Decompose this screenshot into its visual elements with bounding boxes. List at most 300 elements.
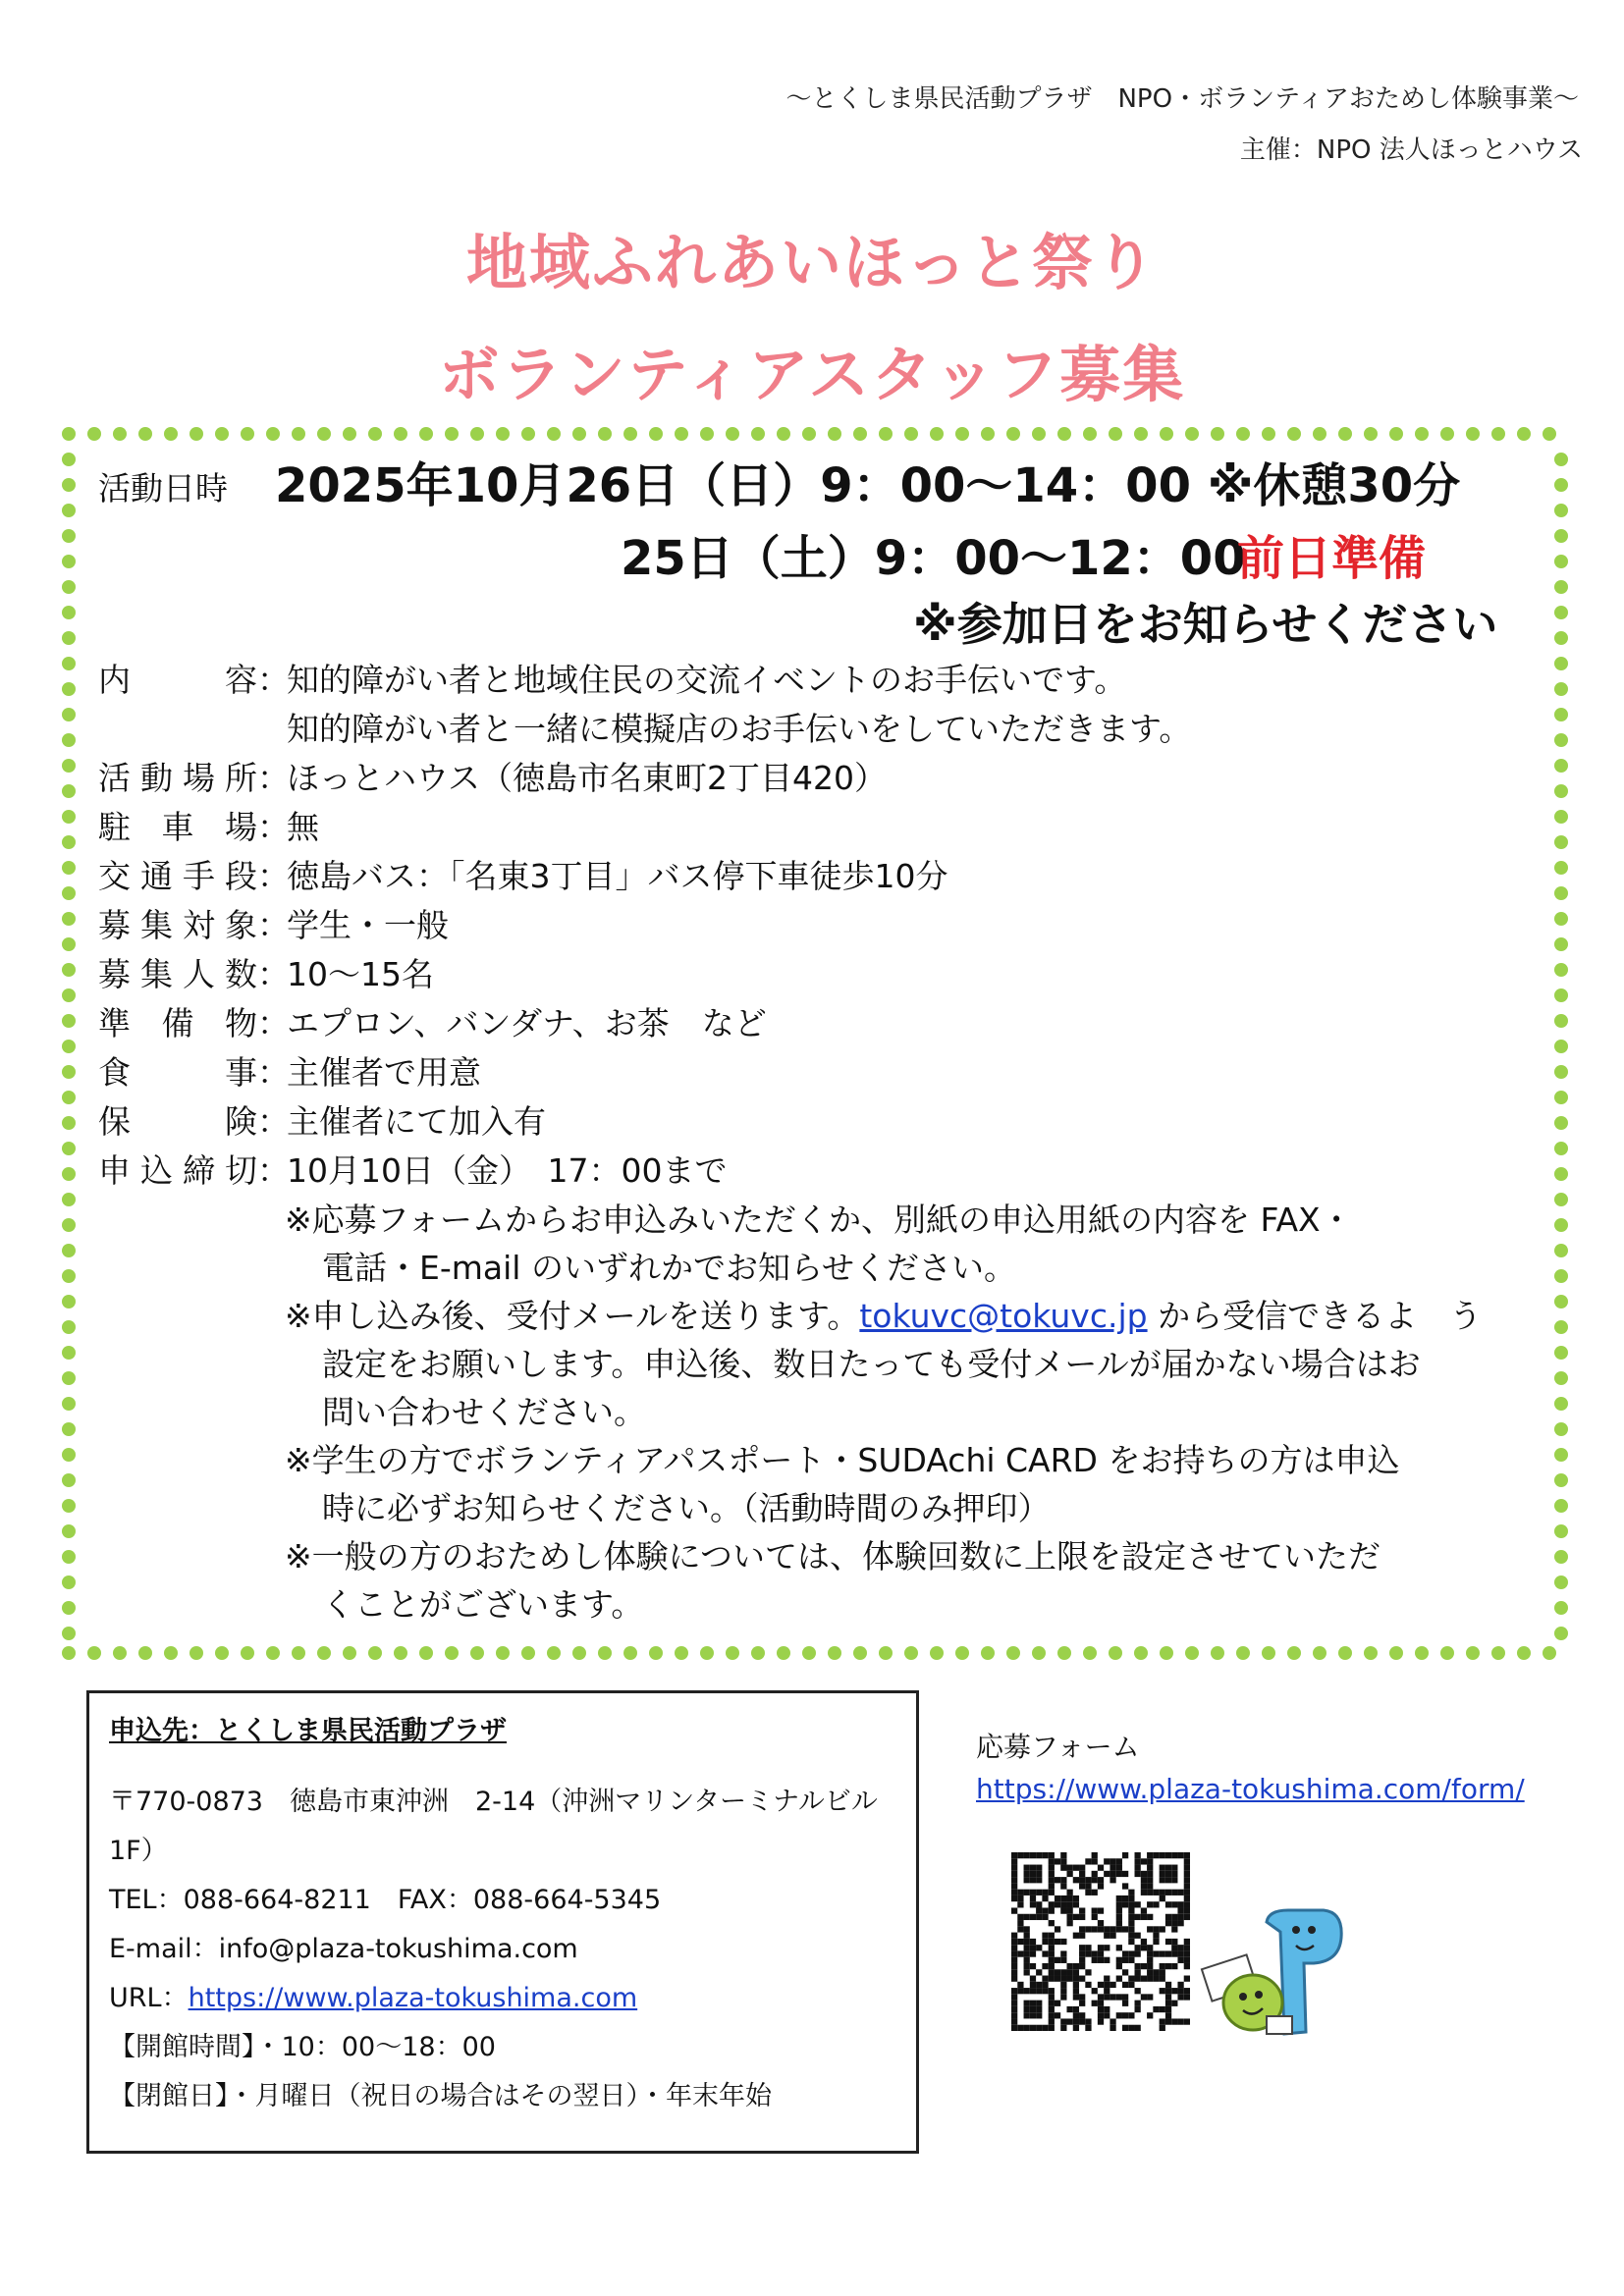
detail-colon: ： — [257, 1053, 290, 1092]
border-dot — [1032, 427, 1046, 441]
border-dot — [1554, 1142, 1568, 1155]
border-dot — [62, 1524, 76, 1538]
border-dot — [215, 427, 229, 441]
border-dot — [1236, 1646, 1250, 1660]
border-dot — [853, 1646, 867, 1660]
detail-value: 学生・一般 — [287, 906, 449, 944]
border-dot — [1554, 1575, 1568, 1589]
detail-colon: ： — [257, 661, 290, 699]
datetime-second: 25日（土）9：00～12：00 — [621, 531, 1246, 586]
border-dot — [292, 427, 305, 441]
note-4b: くことがございます。 — [322, 1585, 644, 1624]
border-dot — [777, 1646, 790, 1660]
border-dot — [189, 427, 203, 441]
detail-label-char: 物 — [225, 1004, 257, 1042]
border-dot — [62, 1167, 76, 1181]
border-dot — [675, 1646, 688, 1660]
border-dot — [62, 631, 76, 645]
border-dot — [1160, 1646, 1173, 1660]
border-dot — [62, 1575, 76, 1589]
border-dot — [62, 733, 76, 747]
detail-value: 徳島バス：「名東3丁目」バス停下車徒歩10分 — [287, 857, 948, 895]
border-dot — [1517, 427, 1531, 441]
detail-colon: ： — [257, 1151, 290, 1190]
border-dot — [1006, 1646, 1020, 1660]
border-dot — [675, 427, 688, 441]
border-dot — [1415, 1646, 1429, 1660]
border-dot — [1554, 759, 1568, 773]
detail-label — [98, 1097, 257, 1147]
border-dot — [1160, 427, 1173, 441]
border-dot — [1211, 427, 1224, 441]
detail-row — [98, 1097, 1551, 1147]
detail-row — [98, 754, 1551, 803]
border-dot — [62, 1550, 76, 1564]
detail-label-char: 通 — [140, 857, 173, 895]
border-dot — [62, 478, 76, 492]
detail-label — [98, 656, 257, 705]
organizer: 主催：NPO 法人ほっとハウス — [1239, 135, 1583, 165]
border-dot — [1554, 1524, 1568, 1538]
border-dot — [1554, 606, 1568, 619]
border-dot — [1554, 784, 1568, 798]
border-dot — [623, 1646, 637, 1660]
border-dot — [62, 1091, 76, 1104]
border-dot — [470, 1646, 484, 1660]
details-list — [98, 656, 1551, 1196]
contact-url-line — [109, 1974, 896, 2023]
border-dot — [266, 1646, 280, 1660]
detail-label-char: 備 — [161, 1004, 194, 1042]
contact-url-label: URL： — [109, 1983, 189, 2013]
recruitment-title: ボランティアスタッフ募集 — [438, 339, 1186, 410]
detail-colon: ： — [257, 1102, 290, 1141]
border-dot — [572, 427, 586, 441]
border-dot — [1287, 1646, 1301, 1660]
border-dot — [1554, 631, 1568, 645]
contact-address-1: 〒770-0873 徳島市東沖洲 2-14（沖洲マリンターミナルビル — [109, 1787, 878, 1817]
border-dot — [1083, 1646, 1097, 1660]
border-dot — [1554, 1295, 1568, 1308]
border-dot — [419, 427, 433, 441]
border-dot — [751, 1646, 765, 1660]
border-dot — [62, 580, 76, 594]
border-dot — [1057, 1646, 1071, 1660]
border-dot — [62, 682, 76, 696]
border-dot — [62, 1244, 76, 1257]
border-dot — [1554, 1244, 1568, 1257]
border-dot — [1554, 682, 1568, 696]
border-dot — [955, 427, 969, 441]
detail-label-char: 手 — [183, 857, 215, 895]
border-dot — [1389, 1646, 1403, 1660]
participation-notice: ※参加日をお知らせください — [913, 598, 1498, 651]
border-dot — [62, 886, 76, 900]
detail-value: 知的障がい者と地域住民の交流イベントのお手伝いです。 — [287, 661, 1127, 699]
event-title: 地域ふれあいほっと祭り — [465, 227, 1158, 298]
detail-label — [98, 1147, 257, 1196]
border-dot — [1491, 1646, 1505, 1660]
detail-row — [98, 852, 1551, 901]
border-dot — [1554, 529, 1568, 543]
border-dot — [1185, 427, 1199, 441]
border-dot — [241, 1646, 254, 1660]
border-dot — [1554, 1065, 1568, 1079]
border-dot — [62, 606, 76, 619]
detail-row — [98, 803, 1551, 852]
detail-row — [98, 999, 1551, 1048]
border-dot — [1543, 427, 1556, 441]
border-dot — [62, 1014, 76, 1028]
border-dot — [1185, 1646, 1199, 1660]
detail-label-char: 対 — [183, 906, 215, 944]
contact-box — [86, 1690, 919, 2154]
border-dot — [87, 1646, 101, 1660]
border-dot — [1554, 1448, 1568, 1462]
border-dot — [1554, 835, 1568, 849]
border-dot — [1554, 1091, 1568, 1104]
detail-label-char: 切 — [225, 1151, 257, 1190]
border-dot — [62, 555, 76, 568]
qr-code-icon[interactable] — [1011, 1849, 1190, 2034]
border-dot — [317, 1646, 331, 1660]
detail-row-continuation — [98, 705, 1551, 754]
contact-email: E-mail：info@plaza-tokushima.com — [109, 1934, 578, 1964]
detail-value: 主催者にて加入有 — [287, 1102, 546, 1141]
border-dot — [1364, 1646, 1378, 1660]
detail-value: エプロン、バンダナ、お茶 など — [287, 1004, 767, 1042]
detail-colon: ： — [257, 955, 290, 993]
border-dot — [1554, 555, 1568, 568]
detail-row — [98, 901, 1551, 950]
note-4a: ※一般の方のおためし体験については、体験回数に上限を設定させていただ — [285, 1537, 1380, 1575]
border-dot — [394, 1646, 407, 1660]
detail-row — [98, 950, 1551, 999]
border-dot — [1554, 657, 1568, 670]
border-dot — [419, 1646, 433, 1660]
border-dot — [879, 1646, 893, 1660]
border-dot — [62, 1473, 76, 1487]
border-dot — [138, 1646, 152, 1660]
border-dot — [1134, 427, 1148, 441]
note-2c: 問い合わせください。 — [322, 1393, 646, 1431]
contact-tel-fax: TEL：088-664-8211 FAX：088-664-5345 — [109, 1885, 662, 1915]
detail-label-char: 容 — [225, 661, 257, 699]
border-dot — [113, 427, 127, 441]
border-dot — [1262, 427, 1275, 441]
border-dot — [343, 1646, 356, 1660]
border-dot — [904, 1646, 918, 1660]
border-dot — [1083, 427, 1097, 441]
border-dot — [189, 1646, 203, 1660]
border-dot — [802, 427, 816, 441]
border-dot — [164, 427, 178, 441]
border-dot — [981, 1646, 995, 1660]
border-dot — [1554, 1269, 1568, 1283]
border-dot — [62, 1371, 76, 1385]
border-dot — [1440, 427, 1454, 441]
border-dot — [1554, 1193, 1568, 1206]
border-dot — [62, 1142, 76, 1155]
note-3a: ※学生の方でボランティアパスポート・SUDAchi CARD をお持ちの方は申込 — [285, 1441, 1400, 1479]
border-dot — [1554, 988, 1568, 1002]
datetime-main: 2025年10月26日（日）9：00～14：00 ※休憩30分 — [275, 458, 1461, 513]
border-dot — [62, 1601, 76, 1615]
border-dot — [62, 861, 76, 875]
border-dot — [266, 427, 280, 441]
detail-label — [98, 999, 257, 1048]
note-2a-post: から受信できるよ う — [1147, 1297, 1483, 1335]
border-dot — [62, 1320, 76, 1334]
border-dot — [598, 1646, 612, 1660]
border-dot — [1236, 427, 1250, 441]
border-dot — [1554, 478, 1568, 492]
border-dot — [62, 937, 76, 951]
border-dot — [726, 1646, 739, 1660]
border-dot — [981, 427, 995, 441]
contact-url-link[interactable]: https://www.plaza-tokushima.com — [188, 1983, 638, 2013]
detail-label-char: 動 — [140, 759, 173, 797]
detail-label-char: 険 — [225, 1102, 257, 1141]
border-dot — [62, 1269, 76, 1283]
detail-label-char: 集 — [140, 906, 173, 944]
border-dot — [1554, 1550, 1568, 1564]
border-dot — [1313, 427, 1326, 441]
program-name: ～とくしま県民活動プラザ NPO・ボランティアおためし体験事業～ — [785, 84, 1579, 114]
border-dot — [521, 427, 535, 441]
border-dot — [726, 427, 739, 441]
border-dot — [62, 1065, 76, 1079]
border-dot — [62, 1422, 76, 1436]
border-dot — [241, 427, 254, 441]
detail-label-char: 所 — [225, 759, 257, 797]
border-dot — [1134, 1646, 1148, 1660]
border-dot — [1554, 1167, 1568, 1181]
border-dot — [1554, 1499, 1568, 1513]
border-dot — [1338, 427, 1352, 441]
border-dot — [394, 427, 407, 441]
border-dot — [1364, 427, 1378, 441]
contact-heading: 申込先：とくしま県民活動プラザ — [109, 1716, 507, 1746]
border-dot — [1440, 1646, 1454, 1660]
detail-label-char: 車 — [161, 808, 194, 846]
border-dot — [1466, 1646, 1480, 1660]
border-dot — [113, 1646, 127, 1660]
spacer — [98, 705, 287, 754]
border-dot — [343, 427, 356, 441]
border-dot — [62, 963, 76, 977]
border-dot — [62, 708, 76, 721]
border-dot — [62, 1193, 76, 1206]
border-dot — [1554, 1116, 1568, 1130]
border-dot — [1262, 1646, 1275, 1660]
form-url-link[interactable]: https://www.plaza-tokushima.com/form/ — [976, 1773, 1525, 1805]
border-dot — [1554, 504, 1568, 517]
detail-row — [98, 1048, 1551, 1097]
detail-label-char: 保 — [98, 1102, 131, 1141]
border-dot — [547, 1646, 561, 1660]
border-dot — [368, 1646, 382, 1660]
border-dot — [1554, 1320, 1568, 1334]
border-dot — [62, 759, 76, 773]
border-dot — [751, 427, 765, 441]
border-dot — [1554, 580, 1568, 594]
border-dot — [62, 1397, 76, 1411]
detail-label-char: 活 — [98, 759, 131, 797]
border-dot — [1057, 427, 1071, 441]
contact-address-2: 1F） — [109, 1836, 168, 1866]
detail-colon: ： — [257, 759, 290, 797]
border-dot — [853, 427, 867, 441]
detail-label-char: 数 — [225, 955, 257, 993]
border-dot — [1554, 861, 1568, 875]
border-dot — [62, 1040, 76, 1053]
detail-label-char: 象 — [225, 906, 257, 944]
border-dot — [292, 1646, 305, 1660]
note-2a — [285, 1292, 1551, 1340]
border-dot — [649, 427, 663, 441]
border-dot — [1032, 1646, 1046, 1660]
border-dot — [496, 427, 510, 441]
border-dot — [62, 427, 76, 441]
detail-value: 10～15名 — [287, 955, 434, 993]
border-dot — [1109, 427, 1122, 441]
detail-label-char: 募 — [98, 906, 131, 944]
content-continuation: 知的障がい者と一緒に模擬店のお手伝いをしていただきます。 — [287, 710, 1192, 748]
detail-label-char: 交 — [98, 857, 131, 895]
detail-label — [98, 1048, 257, 1097]
border-dot — [445, 1646, 459, 1660]
border-dot — [904, 427, 918, 441]
detail-label-char: 駐 — [98, 808, 131, 846]
border-dot — [879, 427, 893, 441]
mascot-illustration-icon — [1198, 1902, 1355, 2048]
border-dot — [623, 427, 637, 441]
border-dot — [62, 453, 76, 466]
border-dot — [1554, 1422, 1568, 1436]
border-dot — [777, 427, 790, 441]
detail-label — [98, 852, 257, 901]
detail-colon: ： — [257, 1004, 290, 1042]
border-dot — [955, 1646, 969, 1660]
border-dot — [1543, 1646, 1556, 1660]
detail-label — [98, 950, 257, 999]
detail-label-char: 段 — [225, 857, 257, 895]
border-dot — [87, 427, 101, 441]
border-dot — [138, 427, 152, 441]
contact-closed: 【閉館日】・月曜日（祝日の場合はその翌日）・年末年始 — [109, 2081, 772, 2111]
border-dot — [496, 1646, 510, 1660]
detail-label-char: 締 — [183, 1151, 215, 1190]
detail-value: 10月10日（金） 17：00まで — [287, 1151, 728, 1190]
border-dot — [62, 504, 76, 517]
border-dot — [215, 1646, 229, 1660]
border-dot — [62, 1295, 76, 1308]
border-dot — [62, 529, 76, 543]
border-dot — [62, 1116, 76, 1130]
border-dot — [930, 427, 944, 441]
detail-label-char: 人 — [183, 955, 215, 993]
border-dot — [1554, 1627, 1568, 1640]
note-1a: ※応募フォームからお申込みいただくか、別紙の申込用紙の内容を FAX・ — [285, 1201, 1353, 1239]
detail-value: 無 — [287, 808, 319, 846]
border-dot — [1554, 708, 1568, 721]
border-dot — [1554, 1473, 1568, 1487]
border-dot — [1517, 1646, 1531, 1660]
border-dot — [1554, 1218, 1568, 1232]
border-dot — [445, 427, 459, 441]
detail-label-char: 集 — [140, 955, 173, 993]
border-dot — [828, 1646, 841, 1660]
border-dot — [62, 1499, 76, 1513]
border-dot — [1389, 427, 1403, 441]
border-dot — [598, 427, 612, 441]
detail-colon: ： — [257, 808, 290, 846]
border-dot — [1006, 427, 1020, 441]
border-dot — [1554, 1040, 1568, 1053]
detail-row — [98, 656, 1551, 705]
border-dot — [62, 1218, 76, 1232]
detail-label — [98, 803, 257, 852]
border-dot — [62, 988, 76, 1002]
detail-label-char: 事 — [225, 1053, 257, 1092]
border-dot — [1313, 1646, 1326, 1660]
border-dot — [1554, 1014, 1568, 1028]
border-dot — [62, 657, 76, 670]
border-dot — [62, 784, 76, 798]
border-dot — [368, 427, 382, 441]
note-2a-pre: ※申し込み後、受付メールを送ります。 — [285, 1297, 860, 1335]
border-dot — [62, 1448, 76, 1462]
detail-row — [98, 1147, 1551, 1196]
border-dot — [1491, 427, 1505, 441]
border-dot — [1554, 912, 1568, 926]
detail-label — [98, 901, 257, 950]
border-dot — [1287, 427, 1301, 441]
border-dot — [1554, 1371, 1568, 1385]
border-dot — [802, 1646, 816, 1660]
detail-label-char: 申 — [98, 1151, 131, 1190]
notes-block — [285, 1196, 1551, 1629]
detail-label-char: 場 — [225, 808, 257, 846]
border-dot — [1466, 427, 1480, 441]
contact-hours: 【開館時間】・10：00～18：00 — [109, 2032, 496, 2062]
border-dot — [930, 1646, 944, 1660]
border-dot — [828, 427, 841, 441]
border-dot — [649, 1646, 663, 1660]
detail-label — [98, 754, 257, 803]
border-dot — [700, 427, 714, 441]
datetime-label: 活動日時 — [98, 469, 228, 507]
email-link[interactable]: tokuvc@tokuvc.jp — [859, 1297, 1148, 1335]
border-dot — [521, 1646, 535, 1660]
detail-label-char: 募 — [98, 955, 131, 993]
detail-label-char: 食 — [98, 1053, 131, 1092]
border-dot — [1211, 1646, 1224, 1660]
note-2b: 設定をお願いします。申込後、数日たっても受付メールが届かない場合はお — [322, 1345, 1421, 1383]
border-dot — [572, 1646, 586, 1660]
detail-label-char: 内 — [98, 661, 131, 699]
detail-label-char: 準 — [98, 1004, 131, 1042]
note-1b: 電話・E-mail のいずれかでお知らせください。 — [322, 1249, 1016, 1287]
border-dot — [164, 1646, 178, 1660]
border-dot — [62, 1346, 76, 1360]
prep-day-note: 前日準備 — [1237, 531, 1427, 586]
border-dot — [1554, 937, 1568, 951]
border-dot — [1554, 886, 1568, 900]
form-label: 応募フォーム — [976, 1731, 1140, 1763]
border-dot — [1338, 1646, 1352, 1660]
